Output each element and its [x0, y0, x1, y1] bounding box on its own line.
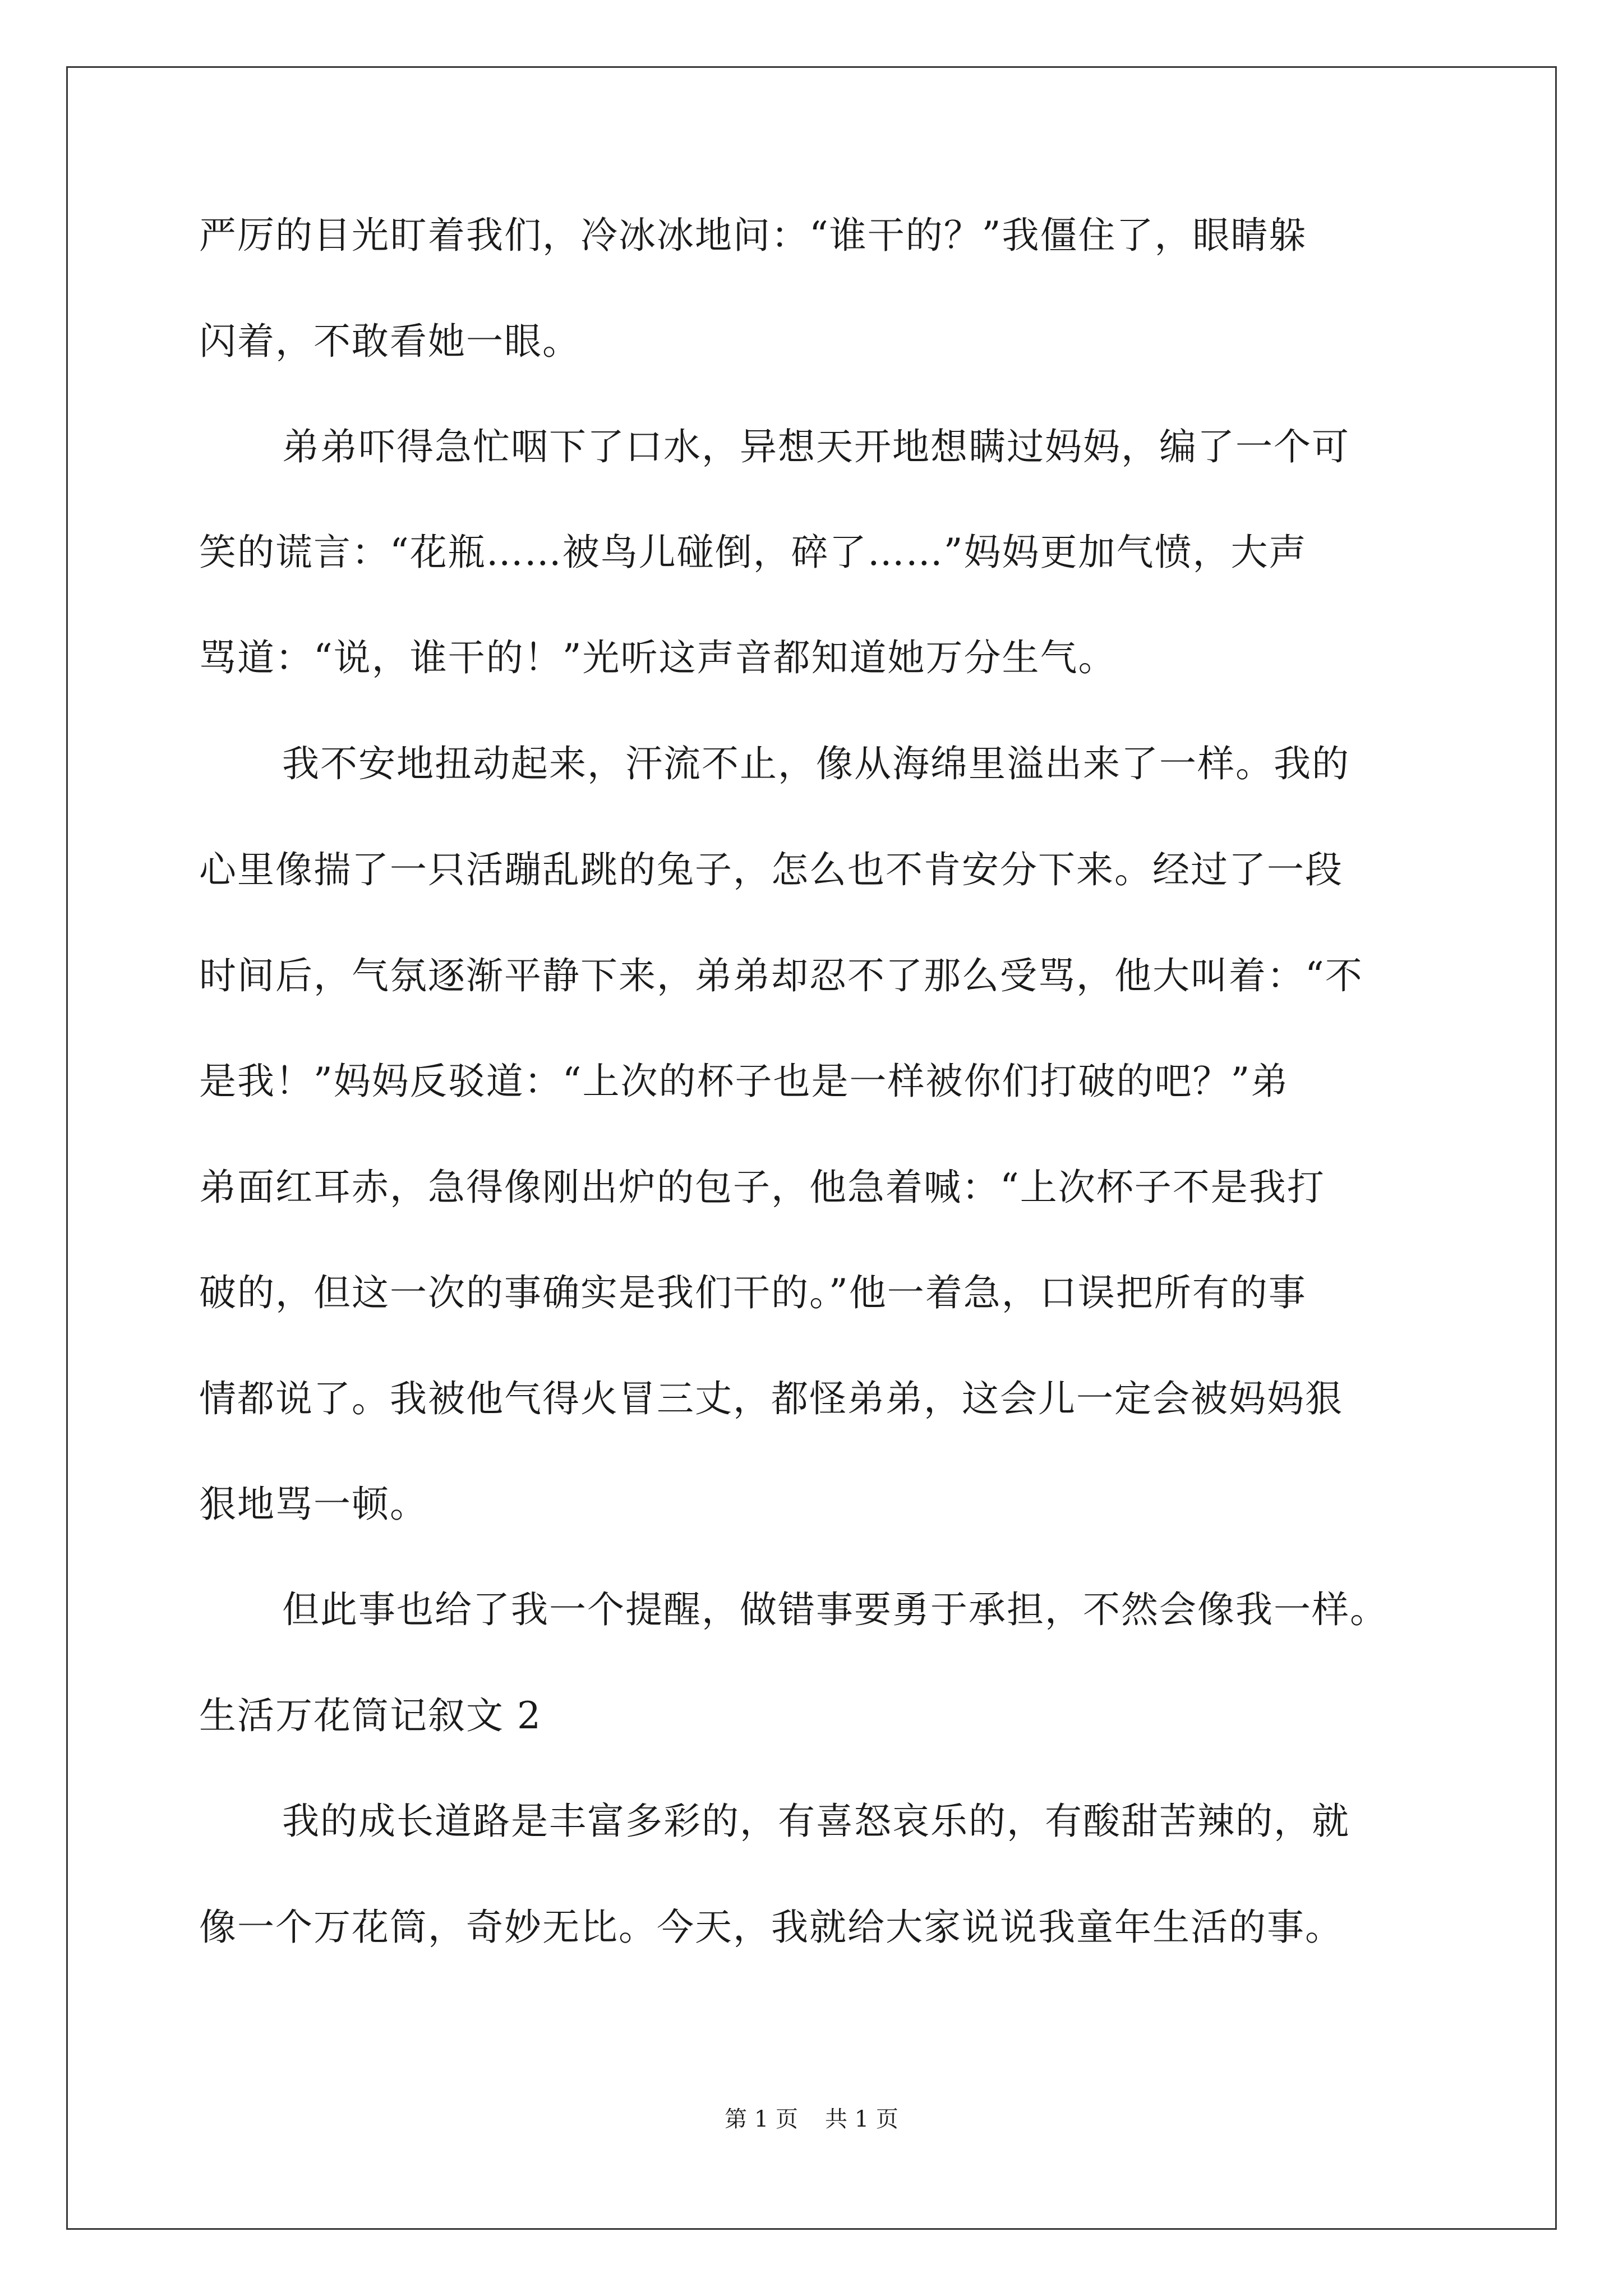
text-line: 骂道：“说，谁干的！”光听这声音都知道她万分生气。 [199, 636, 1117, 679]
text-line: 狠地骂一顿。 [199, 1483, 428, 1526]
text-line: 笑的谎言：“花瓶……被鸟儿碰倒，碎了……”妈妈更加气愤，大声 [199, 531, 1307, 574]
page-number: 第 1 页 [725, 2106, 798, 2132]
section-heading: 生活万花筒记叙文 2 [199, 1694, 542, 1737]
paragraph-start: 弟弟吓得急忙咽下了口水，异想天开地想瞒过妈妈，编了一个可 [282, 425, 1350, 468]
text-line: 严厉的目光盯着我们，冷冰冰地问：“谁干的？”我僵住了，眼睛躲 [199, 214, 1307, 257]
page-footer [0, 2105, 1623, 2133]
text-line: 是我！”妈妈反驳道：“上次的杯子也是一样被你们打破的吧？”弟 [199, 1060, 1289, 1103]
paragraph-start: 我不安地扭动起来，汗流不止，像从海绵里溢出来了一样。我的 [282, 742, 1350, 785]
text-line: 弟面红耳赤，急得像刚出炉的包子，他急着喊：“上次杯子不是我打 [199, 1166, 1325, 1209]
text-line: 心里像揣了一只活蹦乱跳的兔子，怎么也不肯安分下来。经过了一段 [199, 848, 1343, 891]
text-line: 像一个万花筒，奇妙无比。今天，我就给大家说说我童年生活的事。 [199, 1906, 1343, 1949]
paragraph-start: 我的成长道路是丰富多彩的，有喜怒哀乐的，有酸甜苦辣的，就 [282, 1800, 1350, 1843]
text-line: 时间后，气氛逐渐平静下来，弟弟却忍不了那么受骂，他大叫着：“不 [199, 954, 1363, 997]
text-line: 闪着，不敢看她一眼。 [199, 320, 580, 363]
page-total: 共 1 页 [825, 2106, 898, 2132]
text-line: 情都说了。我被他气得火冒三丈，都怪弟弟，这会儿一定会被妈妈狠 [199, 1377, 1343, 1420]
text-line: 破的，但这一次的事确实是我们干的。”他一着急，口误把所有的事 [199, 1271, 1307, 1314]
paragraph-start: 但此事也给了我一个提醒，做错事要勇于承担，不然会像我一样。 [282, 1588, 1388, 1631]
